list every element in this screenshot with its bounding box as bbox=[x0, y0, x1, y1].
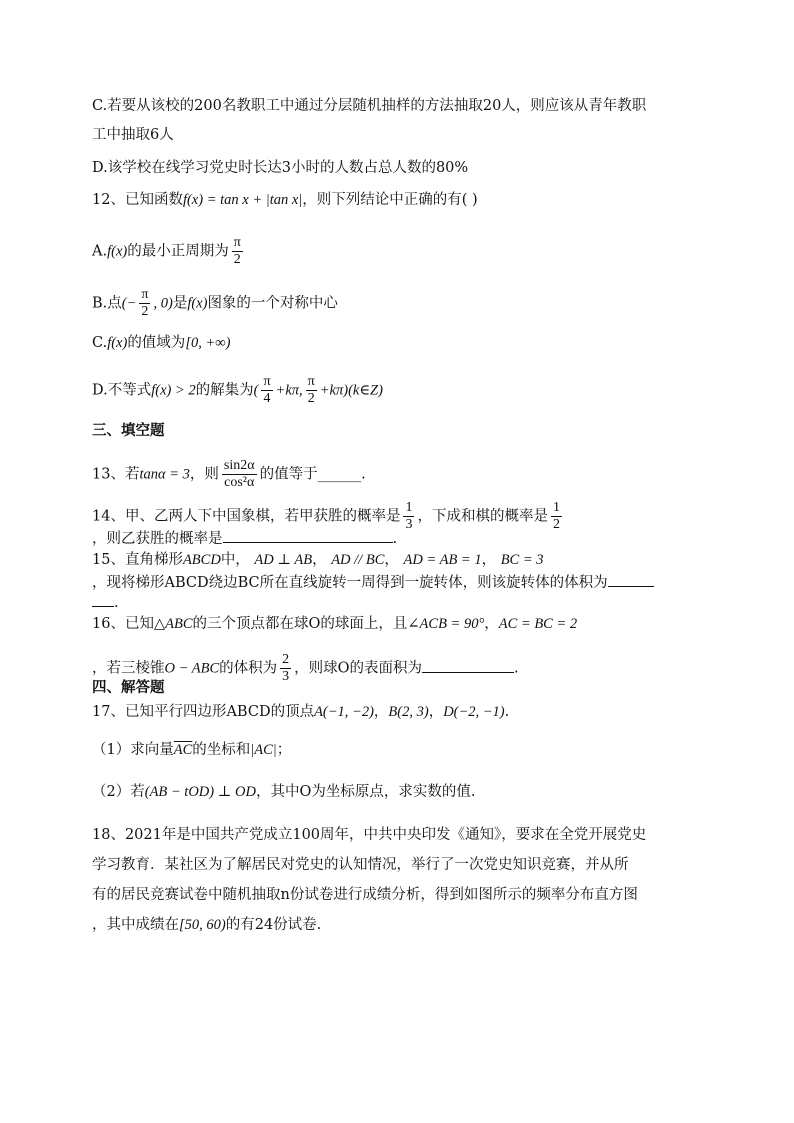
question-18-line1: 18、2021年是中国共产党成立100周年，中共中央印发《通知》，要求在全党开展党史 bbox=[92, 827, 647, 843]
question-16-line1: 16、已知△ABC的三个顶点都在球O的球面上，且∠ACB = 90°，AC = BC = 2 bbox=[92, 616, 578, 632]
question-17: 17、已知平行四边形ABCD的顶点A(−1, −2)，B(2, 3)，D(−2, −1). bbox=[92, 704, 510, 720]
answer-blank-15 bbox=[608, 572, 654, 587]
question-15-line2: ，现将梯形ABCD绕边BC所在直线旋转一周得到一旋转体，则该旋转体的体积为 bbox=[92, 572, 654, 593]
question-12: 12、已知函数f(x) = tan x + |tan x|，则下列结论中正确的有( ) bbox=[92, 192, 478, 208]
option-12d: D.不等式f(x) > 2的解集为( $\frac{\pi}{4}$ +kπ, $\frac{\pi}{2}$ +kπ)(k∈Z) bbox=[92, 374, 383, 406]
question-18-line4: ，其中成绩在[50, 60)的有24份试卷. bbox=[92, 917, 322, 933]
option-11d: D.该学校在线学习党史时长达3小时的人数占总人数的80% bbox=[92, 160, 469, 176]
section-3-heading: 三、填空题 bbox=[92, 422, 165, 439]
question-14-line1: 14、甲、乙两人下中国象棋，若甲获胜的概率是 $\frac{1}{3}$ ，下成和棋的概率是 $\frac{1}{2}$ bbox=[92, 500, 560, 532]
section-4-heading: 四、解答题 bbox=[92, 679, 165, 696]
question-17-part2: （2）若(AB − tOD) ⊥ OD，其中O为坐标原点，求实数的值. bbox=[92, 784, 476, 800]
question-18-line2: 学习教育．某社区为了解居民对党史的认知情况，举行了一次党史知识竞赛，并从所 bbox=[92, 857, 629, 873]
question-15-line1: 15、直角梯形ABCD中， AD ⊥ AB， AD // BC， AD = AB = 1， BC = 3 bbox=[92, 552, 544, 568]
question-15-line3: . bbox=[92, 592, 119, 613]
question-16-line2: ，若三棱锥O − ABC的体积为 $\frac{2}{3}$ ，则球O的表面积为 . bbox=[92, 652, 519, 684]
question-17-part1: （1）求向量$\overline{AC}$的坐标和|AC|； bbox=[92, 742, 292, 758]
q12a-fraction: $\frac{\pi}{2}$ bbox=[233, 235, 241, 267]
option-12a: A.f(x)的最小正周期为 $\frac{\pi}{2}$ bbox=[92, 235, 241, 267]
option-11c-line1: C.若要从该校的200名教职工中通过分层随机抽样的方法抽取20人，则应该从青年教职 bbox=[92, 98, 647, 114]
option-12b: B.点(− $\frac{\pi}{2}$ , 0)是f(x)图象的一个对称中心 bbox=[92, 287, 338, 319]
q12-function: f(x) = tan x + |tan x| bbox=[182, 192, 303, 208]
answer-blank-14 bbox=[223, 528, 393, 543]
answer-blank-16 bbox=[422, 658, 514, 673]
question-14-line2: ，则乙获胜的概率是 . bbox=[92, 528, 397, 549]
option-12c: C.f(x)的值域为[0, +∞) bbox=[92, 335, 231, 351]
question-18-line3: 有的居民竞赛试卷中随机抽取n份试卷进行成绩分析，得到如图所示的频率分布直方图 bbox=[92, 887, 638, 903]
option-11c-line2: 工中抽取6人 bbox=[92, 127, 174, 143]
question-13: 13、若tanα = 3，则 $\frac{\sin 2\alpha}{\text{cos²α}}$ 的值等于______. bbox=[92, 458, 366, 490]
